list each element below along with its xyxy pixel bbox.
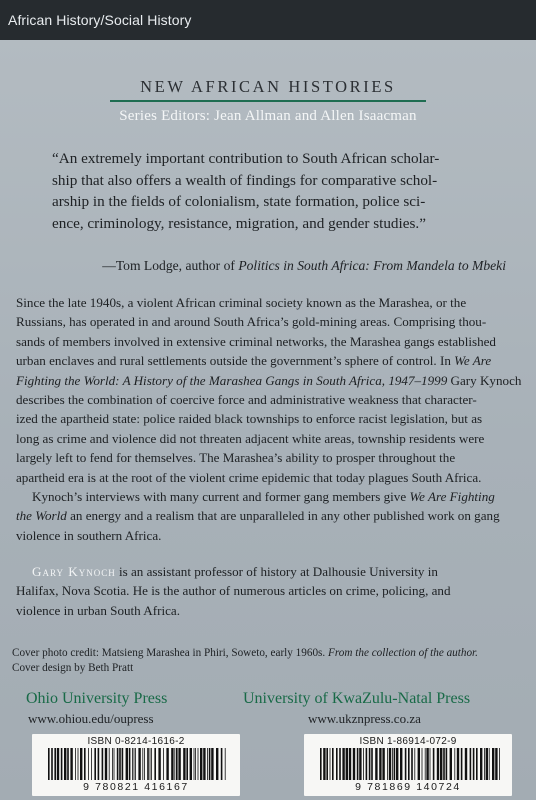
description-text: an energy and a realism that are unparalleled in any other published work on gang — [66, 508, 500, 524]
barcode-stripe — [349, 748, 351, 780]
barcode-stripe — [122, 748, 124, 780]
attribution-book-title: Politics in South Africa: From Mandela to Mbeki — [238, 258, 506, 273]
description-line: ized the apartheid state: police raided black townships to enforce racist legislation, but as — [16, 411, 483, 427]
barcode-stripe — [221, 748, 223, 780]
barcode-stripe — [405, 748, 407, 780]
book-title-inline: We Are — [454, 353, 492, 369]
publisher-url-right: www.ukznpress.co.za — [308, 711, 421, 726]
description-text: Gary Kynoch — [447, 372, 522, 388]
barcode-stripe — [54, 748, 56, 780]
bio-text: is an assistant professor of history at Dalhousie University in — [115, 564, 438, 579]
description-text: urban enclaves and rural settlements outside the government’s sphere of control. In — [16, 353, 455, 369]
barcode-stripe — [476, 748, 478, 780]
barcode-stripe — [332, 748, 334, 780]
barcode-stripe — [117, 748, 119, 780]
author-name: Gary Kynoch — [32, 564, 116, 579]
barcode-stripe — [346, 748, 348, 780]
barcode-stripe — [359, 748, 361, 780]
series-divider — [110, 100, 426, 102]
barcode-stripe — [366, 748, 368, 780]
description-line: violence in southern Africa. — [16, 527, 162, 543]
book-title-inline: the World — [16, 508, 67, 524]
barcode-stripe — [151, 748, 152, 780]
barcode-stripe — [480, 748, 482, 780]
series-editors: Series Editors: Jean Allman and Allen Isaacman — [119, 108, 417, 124]
barcode-stripe — [142, 748, 143, 780]
barcode-stripe — [465, 748, 467, 780]
barcode-stripe — [443, 748, 445, 780]
barcode-stripe — [114, 748, 115, 780]
barcode-stripe — [323, 748, 325, 780]
barcode-stripe — [183, 748, 185, 780]
barcode-stripe — [132, 748, 133, 780]
barcode-stripe — [102, 748, 104, 780]
description-line: apartheid era is at the root of the violent crime epidemic that today plagues South Africa. — [16, 469, 482, 485]
barcode-stripe — [414, 748, 415, 780]
barcode-stripe — [470, 748, 472, 780]
barcode-stripe — [190, 748, 192, 780]
barcode-stripe — [147, 748, 149, 780]
photo-credit — [12, 646, 527, 661]
barcode-stripe — [207, 748, 208, 780]
barcode-stripe — [446, 748, 448, 780]
publisher-name-right: University of KwaZulu-Natal Press — [243, 690, 471, 707]
quote-line: ence, criminology, resistance, migration, and gender studies.” — [52, 214, 426, 232]
barcode-stripe — [163, 748, 164, 780]
barcode-stripe — [425, 748, 426, 780]
barcode-stripe — [369, 748, 371, 780]
barcode-stripe — [98, 748, 100, 780]
barcode-stripe — [430, 748, 431, 780]
author-bio — [16, 562, 521, 620]
category-label: African History/Social History — [8, 12, 192, 28]
barcode-stripe — [94, 748, 96, 780]
barcode-stripe — [357, 748, 359, 780]
barcode-stripe — [105, 748, 107, 780]
quote-line: arship in the fields of colonialism, state formation, police sci- — [52, 193, 426, 210]
description-line — [16, 351, 521, 370]
barcode-stripe — [408, 748, 410, 780]
barcode-bars — [46, 748, 230, 780]
barcode-stripe — [387, 748, 388, 780]
barcode-stripe — [134, 748, 135, 780]
barcode-stripe — [389, 748, 391, 780]
quote-line: ship that also offers a wealth of findings for comparative schol- — [52, 171, 438, 189]
barcode-stripe — [51, 748, 53, 780]
barcode-stripe — [112, 748, 113, 780]
quote-line: “An extremely important contribution to South African scholar- — [52, 150, 440, 167]
barcode-stripe — [371, 748, 373, 780]
barcode-stripe — [176, 748, 178, 780]
design-credit: Cover design by Beth Pratt — [12, 661, 134, 674]
bio-line: Halifax, Nova Scotia. He is the author of numerous articles on crime, policing, and — [16, 583, 451, 599]
description-line: describes the combination of coercive force and administrative weakness that character- — [16, 392, 477, 408]
barcode-stripe — [209, 748, 211, 780]
barcode-stripe — [342, 748, 344, 780]
isbn-label: ISBN 1-86914-072-9 — [359, 736, 457, 747]
barcode-stripe — [400, 748, 402, 780]
barcode-stripe — [411, 748, 413, 780]
description-line: Russians, has operated in and around South Africa’s gold-mining areas. Comprising thou- — [16, 314, 487, 330]
barcode-stripe — [78, 748, 79, 780]
endorsement-quote — [52, 148, 502, 234]
barcode-stripe — [109, 748, 110, 780]
barcode-stripe — [171, 748, 173, 780]
barcode-left — [32, 734, 240, 796]
barcode-stripe — [158, 748, 160, 780]
description-line: long as crime and violence did not threaten adjacent white areas, township residents were — [16, 430, 485, 446]
barcode-stripe — [437, 748, 439, 780]
barcode-stripe — [336, 748, 338, 780]
attribution-prefix: —Tom Lodge, author of — [102, 258, 239, 273]
description-line — [16, 506, 521, 525]
barcode-stripe — [70, 748, 72, 780]
book-title-inline: We Are Fighting — [409, 489, 495, 505]
barcode-stripe — [339, 748, 341, 780]
barcode-stripe — [499, 748, 500, 780]
barcode-stripe — [433, 748, 435, 780]
barcode-stripe — [422, 748, 423, 780]
barcode-stripe — [67, 748, 69, 780]
barcode-stripe — [144, 748, 145, 780]
barcode-stripe — [138, 748, 140, 780]
barcode-stripe — [440, 748, 442, 780]
barcode-stripe — [379, 748, 381, 780]
barcode-stripe — [457, 748, 459, 780]
barcode-stripe — [489, 748, 490, 780]
series-title: NEW AFRICAN HISTORIES — [140, 77, 396, 96]
cover-credits — [12, 646, 527, 675]
publisher-name-left: Ohio University Press — [26, 690, 168, 707]
barcode-stripe — [326, 748, 328, 780]
barcode-stripe — [454, 748, 455, 780]
barcode-stripe — [84, 748, 86, 780]
barcode-stripe — [382, 748, 384, 780]
category-bar — [0, 0, 536, 40]
barcode-stripe — [61, 748, 63, 780]
barcode-stripe — [495, 748, 497, 780]
barcode-stripe — [225, 748, 226, 780]
barcode-stripe — [48, 748, 50, 780]
barcode-stripe — [80, 748, 82, 780]
barcode-stripe — [216, 748, 218, 780]
barcode-stripe — [119, 748, 121, 780]
barcode-digits: 9 781869 140724 — [355, 781, 461, 793]
photo-credit-text: Cover photo credit: Matsieng Marashea in Phiri, Soweto, early 1960s. — [12, 647, 328, 659]
barcode-stripe — [195, 748, 196, 780]
barcode-stripe — [200, 748, 202, 780]
bio-line: violence in urban South Africa. — [16, 602, 180, 618]
barcode-stripe — [129, 748, 131, 780]
barcode-bars — [318, 748, 502, 780]
barcode-stripe — [396, 748, 398, 780]
barcode-stripe — [330, 748, 331, 780]
barcode-stripe — [492, 748, 494, 780]
barcode-stripe — [375, 748, 377, 780]
barcode-stripe — [194, 748, 195, 780]
barcode-stripe — [392, 748, 393, 780]
barcode-stripe — [150, 748, 151, 780]
barcode-stripe — [486, 748, 488, 780]
barcode-stripe — [203, 748, 205, 780]
description-line: sands of members involved in extensive criminal networks, the Marashea gangs established — [16, 333, 496, 349]
barcode-stripe — [198, 748, 199, 780]
barcode-stripe — [353, 748, 355, 780]
barcode-stripe — [174, 748, 175, 780]
description-line: largely left to fend for themselves. The Marashea’s ability to prosper throughout the — [16, 450, 456, 466]
barcode-stripe — [178, 748, 180, 780]
barcode-stripe — [461, 748, 463, 780]
barcode-stripe — [426, 748, 428, 780]
quote-attribution — [102, 258, 506, 274]
description-line — [16, 487, 521, 506]
barcode-stripe — [91, 748, 92, 780]
barcode-stripe — [88, 748, 89, 780]
barcode-stripe — [211, 748, 213, 780]
isbn-label: ISBN 0-8214-1616-2 — [87, 736, 185, 747]
barcode-stripe — [126, 748, 128, 780]
photo-credit-source: From the collection of the author. — [328, 647, 478, 659]
barcode-stripe — [418, 748, 420, 780]
publisher-url-left: www.ohiou.edu/oupress — [28, 711, 154, 726]
barcode-stripe — [135, 748, 136, 780]
barcode-stripe — [75, 748, 76, 780]
barcode-stripe — [484, 748, 485, 780]
barcode-right — [304, 734, 512, 796]
barcode-stripe — [394, 748, 396, 780]
barcode-digits: 9 780821 416167 — [83, 781, 189, 793]
book-title-inline: Fighting the World: A History of the Marashea Gangs in South Africa, 1947–1999 — [16, 372, 448, 388]
book-description — [16, 293, 521, 545]
barcode-stripe — [186, 748, 188, 780]
barcode-stripe — [154, 748, 156, 780]
description-text: Kynoch’s interviews with many current and former gang members give — [32, 489, 410, 505]
description-line: Since the late 1940s, a violent African criminal society known as the Marashea, or the — [16, 295, 467, 310]
barcode-stripe — [64, 748, 66, 780]
barcode-stripe — [473, 748, 475, 780]
barcode-stripe — [57, 748, 59, 780]
barcode-stripe — [450, 748, 452, 780]
description-line — [16, 371, 521, 390]
barcode-stripe — [166, 748, 168, 780]
barcode-stripe — [363, 748, 364, 780]
bio-line — [16, 562, 521, 581]
barcode-stripe — [320, 748, 322, 780]
